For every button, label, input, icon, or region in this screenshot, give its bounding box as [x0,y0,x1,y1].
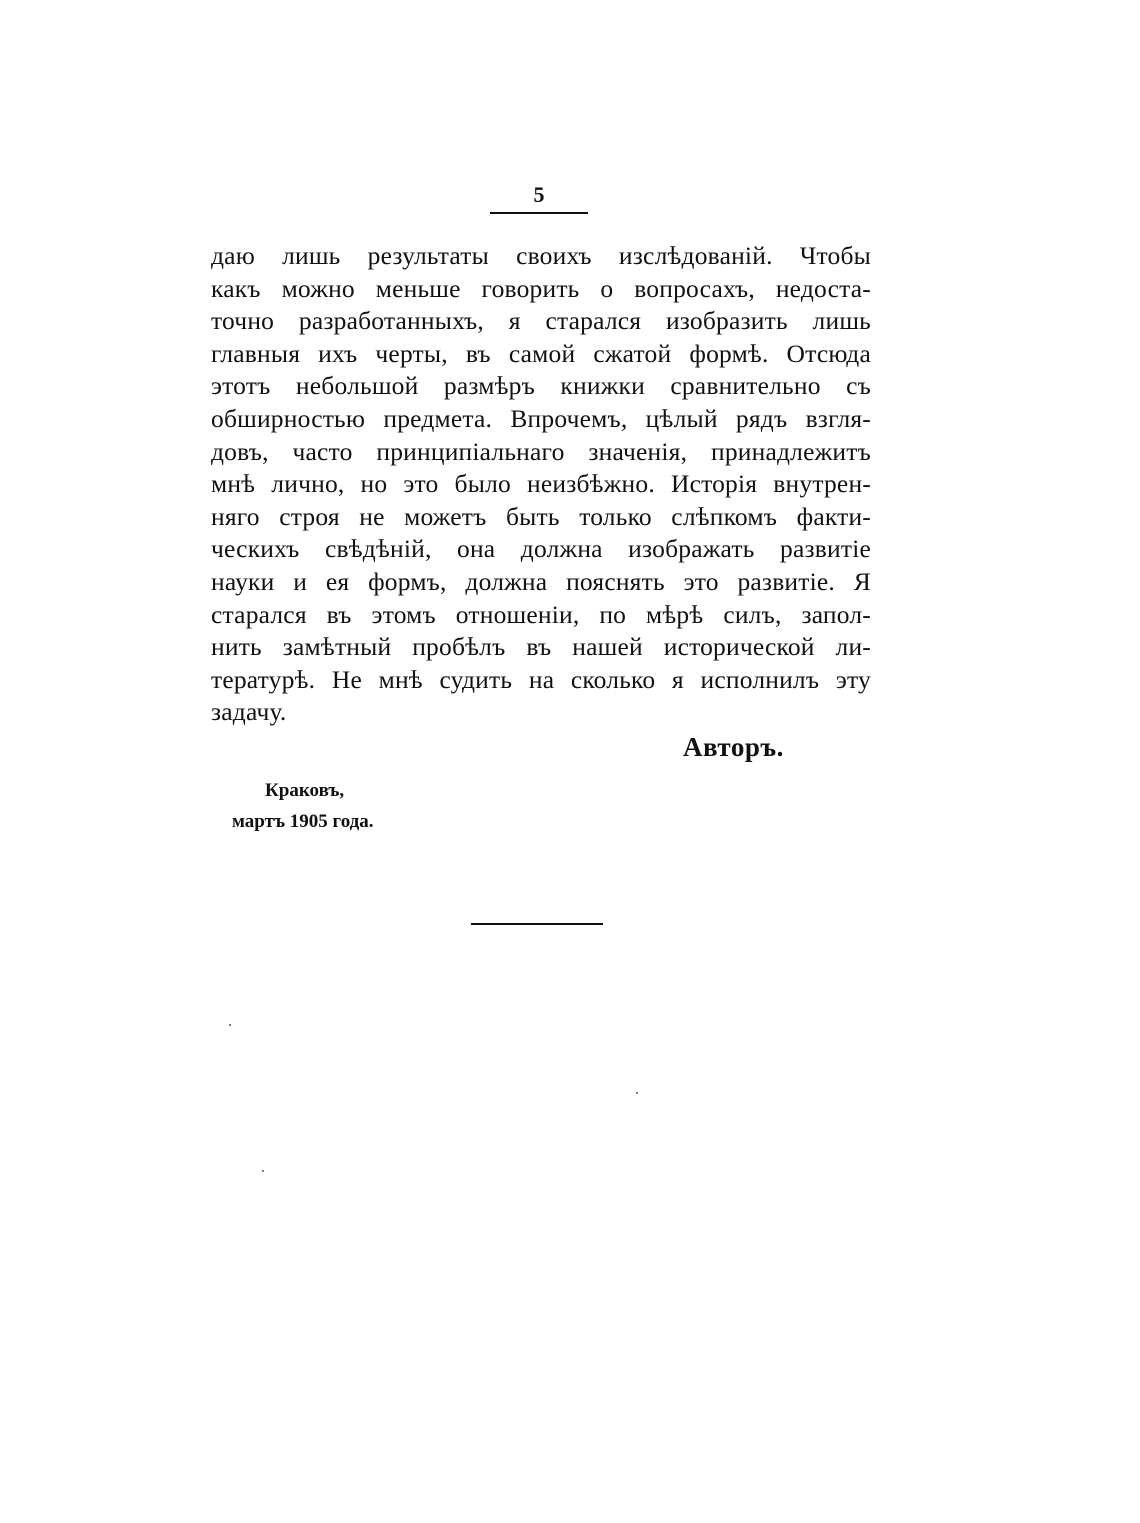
author-signature: Авторъ. [683,732,784,762]
scan-speck [636,1092,638,1094]
text-line: задачу. [211,697,287,727]
place-name: Краковъ, [265,780,345,801]
page-number: 5 [533,182,545,207]
end-rule [471,923,603,925]
text-line: нить замѣтный пробѣлъ въ нашей исторической ли- [211,632,871,662]
page-number-rule [490,212,588,214]
text-line: няго строя не можетъ быть только слѣпкомъ факти- [211,501,871,531]
text-line: старался въ этомъ отношеніи, по мѣрѣ силъ, запол- [211,599,871,629]
body-paragraph [211,240,871,729]
text-line: тературѣ. Не мнѣ судить на сколько я исполнилъ эту [211,664,871,694]
text-line: главныя ихъ черты, въ самой сжатой формѣ. Отсюда [211,338,871,368]
text-line: мнѣ лично, но это было неизбѣжно. Исторія внутрен- [211,469,871,499]
text-line: даю лишь результаты своихъ изслѣдованій. Чтобы [211,241,871,270]
text-line: точно разработанныхъ, я старался изобразить лишь [211,306,871,336]
text-line: ческихъ свѣдѣній, она должна изображать развитіе [211,534,871,564]
date-line: мартъ 1905 года. [232,811,374,832]
scan-speck [229,1024,231,1026]
place-date-block [225,775,425,837]
text-line: какъ можно меньше говорить о вопросахъ, недоста- [211,273,871,303]
scan-speck [262,1170,264,1172]
text-line: довъ, часто принципіальнаго значенія, принадлежитъ [211,436,871,466]
text-line: обширностью предмета. Впрочемъ, цѣлый рядъ взгля- [211,403,871,433]
text-line: этотъ небольшой размѣръ книжки сравнительно съ [211,371,871,401]
text-line: науки и ея формъ, должна пояснять это развитіе. Я [211,566,871,596]
